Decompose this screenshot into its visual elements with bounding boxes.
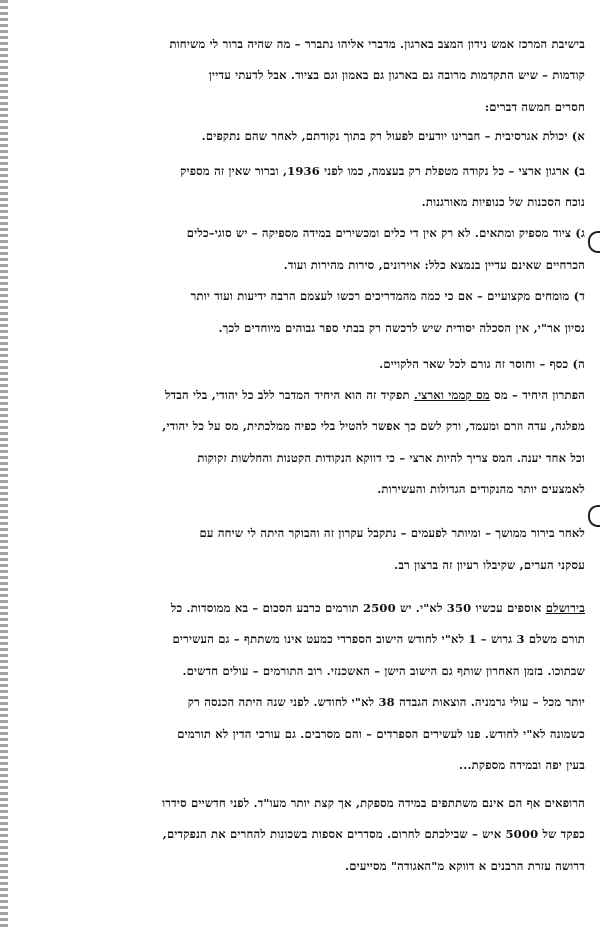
text-line: לאמצעים יותר מהנקודים הגדולות והעשירות.: [377, 482, 585, 496]
text-segment: אוספים עכשיו 350 לא"י. יש 2500 תורמים כרבע הסכום – בא ממוסדות. כל: [170, 601, 546, 615]
text-line: דרושה עזרת הרבנים א דווקא מ"האגודה" מסייעים.: [345, 859, 585, 873]
text-line: כפקד של 5000 איש – שבילכתם לחרום. מסדרים אספות בשכונות להחרים את הנפקדים,: [162, 827, 585, 841]
text-line: ב) ארגון ארצי – כל נקודה מטפלת רק בעצמה, כמו לפני 1936, וברור שאין זה מספיק: [180, 164, 585, 178]
text-line: הרופאים אף הם אינם משתתפים במידה מספקת, אך קצת יותר מעו"ד. לפני חדשיים סידרו: [162, 796, 585, 810]
text-line: לאחר בירור ממושך – ומיותר לפעמים – נתקבל עקרון זה והבוקר היתה לי שיחה עם: [199, 526, 585, 540]
underlined-tax-phrase: מס קממי וארצי.: [413, 388, 490, 402]
scan-edge-artifact: [0, 0, 8, 930]
punch-hole-lower: [588, 505, 600, 527]
text-line-jerusalem: [30, 600, 585, 616]
text-line: נוכח הסכנות של כנופיות מאורגנות.: [421, 195, 585, 209]
text-line: עסקני הערים, שקיבלו רעיון זה ברצון רב.: [394, 558, 585, 572]
text-line: א) יכולת אגרסיבית – חברינו יודעים לפעול רק בתוך נקודתם, לאחר שהם נתקפים.: [201, 129, 585, 143]
text-line: חסרים חמשה דברים:: [484, 100, 585, 114]
text-line: ג) ציוד מספיק ומתאים. לא רק אין די כלים ומכשירים במידה מספיקה – יש סוגי–כלים: [186, 226, 585, 240]
text-line: קודמות – שיש התקדמות מרובה גם בארגון גם באמון וגם בציוד. אבל לדעתי עדיין: [208, 68, 585, 82]
text-line: תורם משלם 3 גרוש – 1 לא"י לחודש הישוב הספרדי כמעט אינו משתתף – גם העשירים: [172, 632, 585, 646]
text-line: כשמונה לא"י לחודש. פנו לעשירים הספרדים – והם מסרבים. גם עורכי הדין לא תורמים: [177, 727, 585, 741]
text-line: מפלגה, עדה וזרם ומעמד, ורק לשם כך אפשר להטיל בלי כפיה ממלכתית, מס על כל יהודי,: [162, 419, 585, 433]
text-line: ה) כסף – וחוסר זה גורם לכל שאר הלקויים.: [379, 357, 585, 371]
text-line: בישיבת המרכז אמש נידון המצב בארגון. מדברי אליהו נתברר – מה שהיה ברור לי משיחות: [169, 37, 585, 51]
text-segment: הפתרון היחיד – מס: [489, 388, 585, 402]
text-line: ד) מומחים מקצועיים – אם כי כמה מהמדריכים רכשו לעצמם הרבה ידיעות ועוד יותר: [190, 289, 585, 303]
text-line: בעין יפה ובמידה מספקת...: [459, 758, 585, 772]
punch-hole-upper: [588, 231, 600, 253]
text-line: הכרחיים שאינם עדיין בנמצא כלל: אוירונים, סירות מהירות ועוד.: [283, 258, 585, 272]
underlined-jerusalem: בירושלם: [545, 601, 585, 615]
text-line-tax: [30, 387, 585, 403]
text-line: יותר מכל – עולי גרמניה. הוצאות הגבדה 38 לא"י לחודש. לפני שנה היתה הכנסה רק: [187, 695, 585, 709]
text-line: נסיון אר"י, אין הסכלה יסודית שיש לרכשה רק בבתי ספר גבוהים מיוחדים לכך.: [218, 321, 585, 335]
text-line: וכל אחד יענה. המס צריך להיות ארצי – כי דווקא הנקודות הקטנות והחלשות זקוקות: [197, 451, 585, 465]
text-segment: תפקיד זה הוא היחיד המדבר ללב כל יהודי, בלי הבדל: [164, 388, 414, 402]
text-line: שבתוכו. בזמן האחרון שותף גם הישוב הישן – האשכנזי. רוב התורמים – עולים חדשים.: [182, 664, 585, 678]
